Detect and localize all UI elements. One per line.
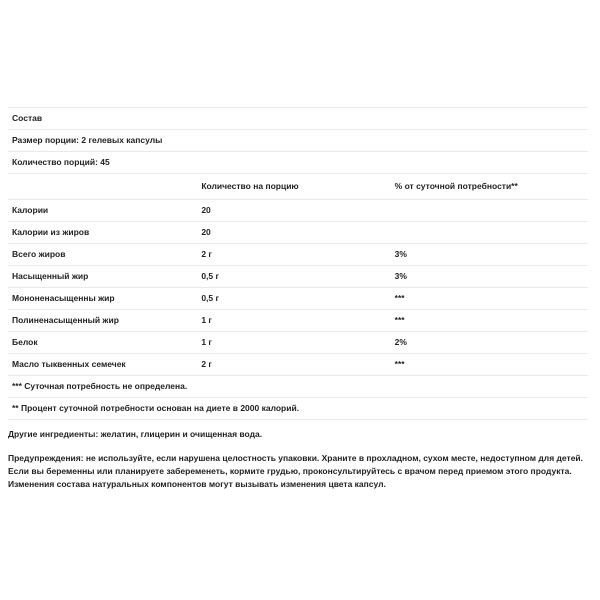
- other-ingredients-text: Другие ингредиенты: желатин, глицерин и очищенная вода.: [8, 429, 263, 439]
- column-header-label: [8, 174, 201, 200]
- table-row: [8, 354, 588, 376]
- nutrient-daily-value: ***: [395, 354, 588, 376]
- table-row-servings-per-container: [8, 152, 588, 174]
- warnings-text: Предупреждения: не используйте, если нарушена целостность упаковки. Храните в прохладном, сухом месте, недоступном для детей. Если вы беременны или планируете забеременеть, кормите грудью, проконсультируйтесь с врачом перед приемом этого продукта. Изменения состава натуральных компонентов могут вызывать изменения цвета капсул.: [8, 453, 584, 489]
- nutrient-amount: 1 г: [201, 310, 394, 332]
- nutrient-daily-value: ***: [395, 310, 588, 332]
- table-row: [8, 266, 588, 288]
- table-row: [8, 310, 588, 332]
- nutrient-amount: 2 г: [201, 244, 394, 266]
- nutrient-amount: 20: [201, 200, 394, 222]
- table-row-footnote: [8, 398, 588, 420]
- nutrient-label: Полиненасыщенный жир: [8, 310, 201, 332]
- column-header-daily-value: % от суточной потребности**: [395, 174, 588, 200]
- table-header-row: [8, 174, 588, 200]
- footnote-calorie-diet-basis: ** Процент суточной потребности основан на диете в 2000 калорий.: [8, 398, 588, 420]
- table-row: [8, 332, 588, 354]
- column-header-amount: Количество на порцию: [201, 174, 394, 200]
- nutrient-label: Всего жиров: [8, 244, 201, 266]
- nutrient-label: Мононенасыщенны жир: [8, 288, 201, 310]
- nutrient-label: Калории из жиров: [8, 222, 201, 244]
- servings-per-container-text: Количество порций: 45: [8, 152, 588, 174]
- table-row: [8, 200, 588, 222]
- composition-heading: Состав: [8, 108, 588, 130]
- table-row-composition: [8, 108, 588, 130]
- nutrient-amount: 20: [201, 222, 394, 244]
- nutrient-amount: 2 г: [201, 354, 394, 376]
- nutrient-label: Насыщенный жир: [8, 266, 201, 288]
- nutrient-daily-value: 2%: [395, 332, 588, 354]
- nutrient-daily-value: 3%: [395, 244, 588, 266]
- nutrient-daily-value: [395, 222, 588, 244]
- nutrient-label: Белок: [8, 332, 201, 354]
- serving-size-text: Размер порции: 2 гелевых капсулы: [8, 130, 588, 152]
- footnote-daily-value-not-established: *** Суточная потребность не определена.: [8, 376, 588, 398]
- table-body: [8, 108, 588, 420]
- table-row: [8, 288, 588, 310]
- nutrient-daily-value: [395, 200, 588, 222]
- nutrient-daily-value: 3%: [395, 266, 588, 288]
- nutrient-amount: 0,5 г: [201, 266, 394, 288]
- table-row: [8, 244, 588, 266]
- table-row: [8, 222, 588, 244]
- nutrient-amount: 1 г: [201, 332, 394, 354]
- table-row-footnote: [8, 376, 588, 398]
- supplement-facts-table: [8, 107, 588, 420]
- table-row-serving-size: [8, 130, 588, 152]
- nutrient-amount: 0,5 г: [201, 288, 394, 310]
- nutrient-daily-value: ***: [395, 288, 588, 310]
- nutrient-label: Калории: [8, 200, 201, 222]
- nutrient-label: Масло тыквенных семечек: [8, 354, 201, 376]
